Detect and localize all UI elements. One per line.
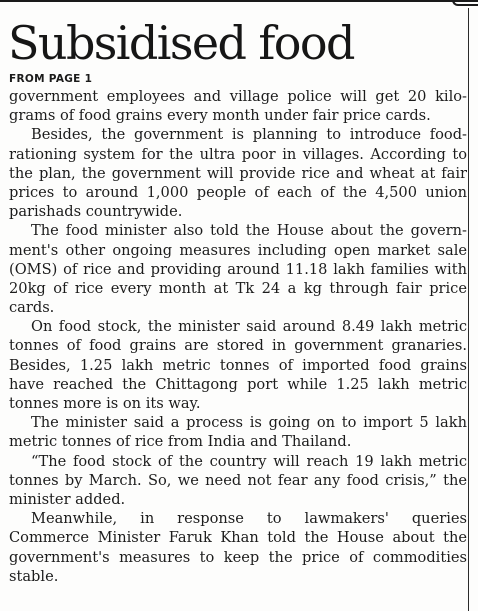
article-body (9, 87, 467, 586)
body-line: have reached the Chittagong port while 1.25 lakh metric (9, 375, 467, 393)
body-line: Besides, the government is planning to introduce food- (31, 126, 467, 144)
body-line: On food stock, the minister said around 8.49 lakh metric (31, 318, 467, 336)
column-rule (468, 8, 469, 611)
body-line: “The food stock of the country will reach 19 lakh metric (31, 452, 467, 470)
headline: Subsidised food (8, 16, 354, 70)
top-rule-corner (452, 0, 478, 6)
body-line: Besides, 1.25 lakh metric tonnes of imported food grains (9, 356, 467, 374)
top-rule-line (0, 0, 478, 2)
body-line: stable. (9, 567, 59, 585)
body-line: 20kg of rice every month at Tk 24 a kg through fair price (9, 279, 467, 297)
body-line: (OMS) of rice and providing around 11.18 lakh families with (9, 260, 467, 278)
body-line: prices to around 1,000 people of each of the 4,500 union (9, 183, 467, 201)
body-line: tonnes more is on its way. (9, 395, 201, 412)
body-line: the plan, the government will provide rice and wheat at fair (9, 164, 467, 182)
top-border-rule (0, 0, 478, 6)
body-line: parishads countrywide. (9, 203, 183, 221)
continuation-kicker: FROM PAGE 1 (9, 73, 93, 85)
body-line: grams of food grains every month under fair price cards. (9, 107, 431, 125)
body-line: Meanwhile, in response to lawmakers' queries (31, 510, 467, 528)
body-line: metric tonnes of rice from India and Thailand. (9, 433, 352, 451)
body-line: The minister said a process is going on to import 5 lakh (31, 414, 467, 432)
body-line: ment's other ongoing measures including open market sale (9, 241, 467, 259)
body-line: minister added. (9, 490, 126, 508)
body-line: Commerce Minister Faruk Khan told the House about the (9, 529, 467, 547)
body-line: cards. (9, 299, 55, 317)
body-line: rationing system for the ultra poor in villages. According to (9, 145, 467, 163)
body-line: government employees and village police will get 20 kilo- (9, 88, 467, 105)
body-line: tonnes by March. So, we need not fear any food crisis,” the (9, 471, 467, 489)
body-line: tonnes of food grains are stored in government granaries. (9, 337, 467, 355)
body-line: government's measures to keep the price of commodities (9, 548, 467, 566)
body-line: The food minister also told the House about the govern- (31, 222, 467, 240)
